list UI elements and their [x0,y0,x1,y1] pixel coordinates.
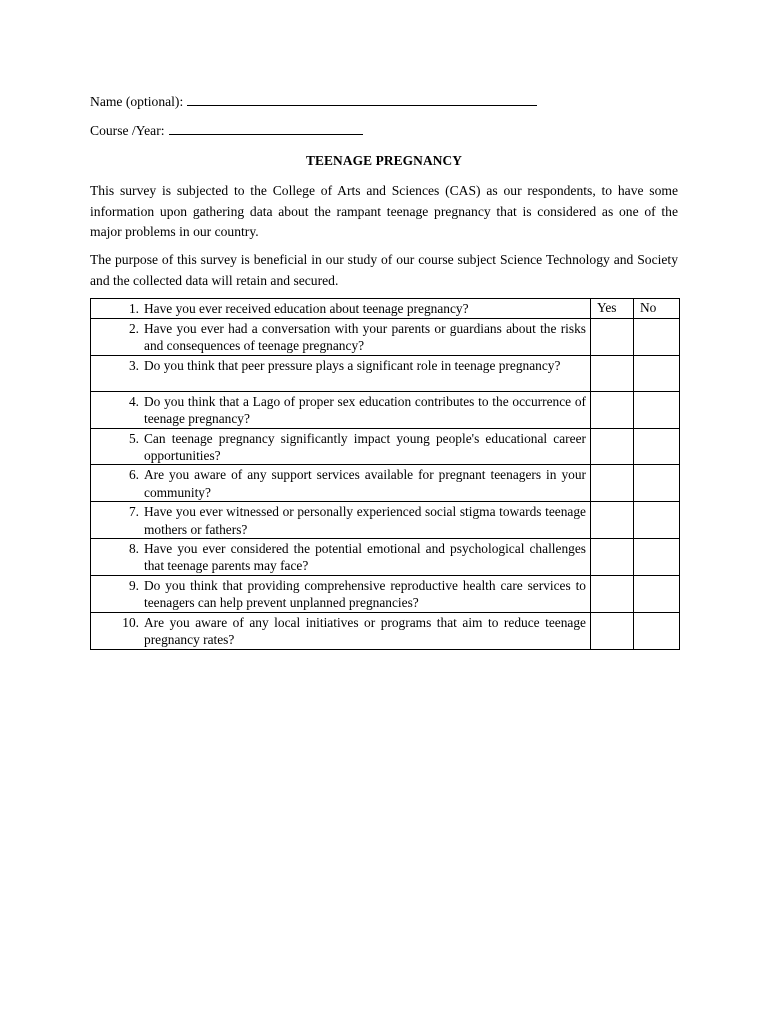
table-row [91,502,680,539]
table-row [91,612,680,649]
yes-answer-cell[interactable] [591,355,634,391]
yes-answer-cell[interactable] [591,612,634,649]
question-number: 6. [128,467,139,483]
yes-answer-cell[interactable] [591,319,634,356]
question-text: Do you think that peer pressure plays a significant role in teenage pregnancy? [144,357,561,373]
table-row [91,355,680,391]
question-cell [91,465,591,502]
no-answer-cell[interactable] [634,465,680,502]
question-text: Have you ever witnessed or personally experienced social stigma towards teenage mothers or fathers? [144,504,586,537]
table-row [91,539,680,576]
question-cell [91,319,591,356]
table-row [91,299,680,319]
yes-answer-cell[interactable] [591,428,634,465]
intro-paragraph: This survey is subjected to the College of Arts and Sciences (CAS) as our respondents, to have some information upon gathering data about the rampant teenage pregnancy that is considered as one of the major problems in our country. [90,183,678,239]
no-answer-cell[interactable] [634,355,680,391]
question-number: 3. [128,357,139,373]
document-title: TEENAGE PREGNANCY [305,153,463,168]
course-year-label: Course /Year: [90,123,165,138]
question-cell [91,355,591,391]
name-blank-line[interactable] [187,104,537,106]
no-answer-cell[interactable] [634,502,680,539]
question-number: 10. [122,614,139,630]
no-answer-cell[interactable] [634,391,680,428]
course-year-field[interactable] [90,123,363,139]
no-header: No [634,299,680,319]
yes-header: Yes [591,299,634,319]
yes-answer-cell[interactable] [591,575,634,612]
question-text: Have you ever had a conversation with your parents or guardians about the risks and consequences of teenage pregnancy? [144,321,586,354]
question-text: Are you aware of any local initiatives or programs that aim to reduce teenage pregnancy rates? [144,614,586,648]
no-answer-cell[interactable] [634,612,680,649]
question-number: 5. [128,430,139,446]
yes-answer-cell[interactable] [591,502,634,539]
yes-answer-cell[interactable] [591,539,634,576]
question-text: Do you think that providing comprehensive reproductive health care services to teenagers can help prevent unplanned pregnancies? [144,577,586,611]
question-cell [91,502,591,539]
question-cell [91,299,591,319]
question-number: 2. [128,321,139,336]
survey-table [90,298,680,650]
question-text: Have you ever received education about teenage pregnancy? [144,301,469,316]
question-number: 4. [128,393,139,409]
table-row [91,465,680,502]
table-row [91,575,680,612]
table-row [91,391,680,428]
question-text: Are you aware of any support services available for pregnant teenagers in your community? [144,467,586,500]
no-answer-cell[interactable] [634,539,680,576]
question-text: Do you think that a Lago of proper sex education contributes to the occurrence of teenage pregnancy? [144,393,586,427]
question-number: 7. [128,504,139,520]
question-text: Have you ever considered the potential emotional and psychological challenges that teenage parents may face? [144,541,586,574]
question-cell [91,612,591,649]
question-cell [91,575,591,612]
table-row [91,428,680,465]
question-number: 8. [128,541,139,557]
table-row [91,319,680,356]
question-cell [91,391,591,428]
question-cell [91,539,591,576]
purpose-paragraph: The purpose of this survey is beneficial in our study of our course subject Science Technology and Society and the collected data will retain and secured. [90,252,678,288]
yes-answer-cell[interactable] [591,465,634,502]
name-field[interactable] [90,94,537,110]
question-number: 9. [128,577,139,593]
yes-answer-cell[interactable] [591,391,634,428]
name-label: Name (optional): [90,94,184,109]
no-answer-cell[interactable] [634,319,680,356]
question-cell [91,428,591,465]
no-answer-cell[interactable] [634,575,680,612]
course-year-blank-line[interactable] [169,133,363,135]
question-text: Can teenage pregnancy significantly impact young people's educational career opportunities? [144,430,586,464]
question-number: 1. [128,301,139,316]
no-answer-cell[interactable] [634,428,680,465]
